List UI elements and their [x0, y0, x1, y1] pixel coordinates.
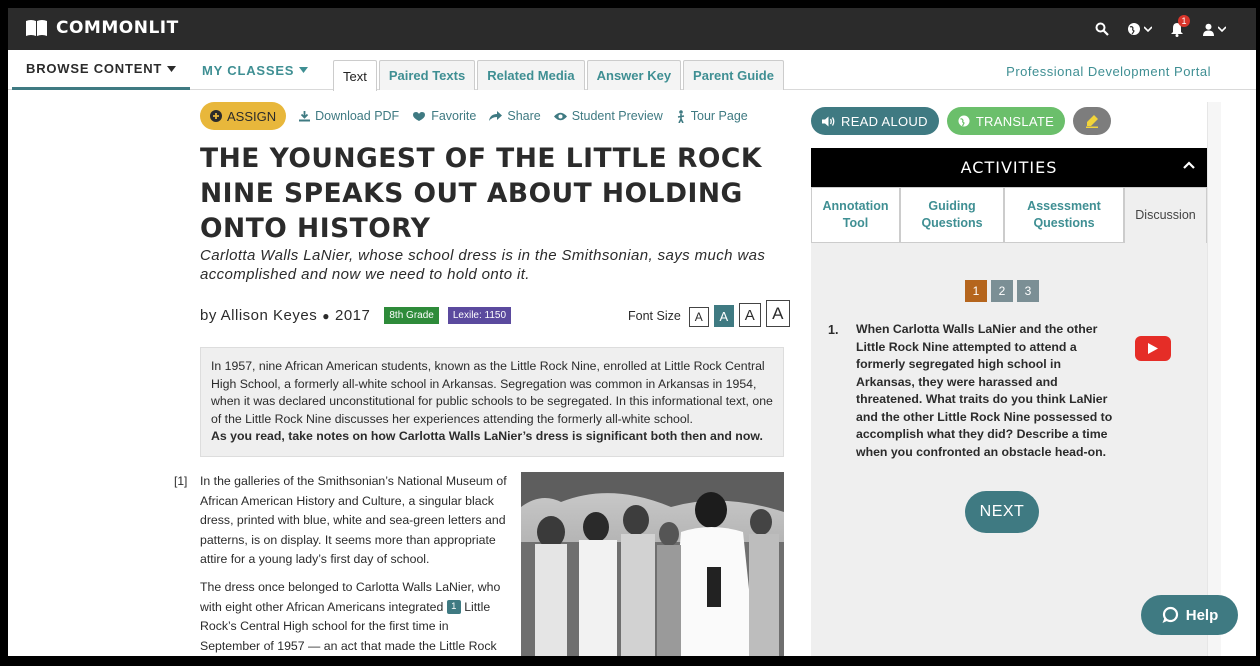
- activity-tabs: [811, 187, 1207, 243]
- my-classes-menu[interactable]: [202, 50, 308, 90]
- favorite-link[interactable]: [412, 109, 476, 123]
- help-button[interactable]: [1141, 595, 1238, 635]
- top-bar: [8, 8, 1256, 50]
- article-subtitle: Carlotta Walls LaNier, whose school dress is in the Smithsonian, says much was accomplished and now we need to hold onto it.: [200, 247, 766, 283]
- lexile-badge: Lexile: 1150: [448, 307, 511, 324]
- translate-button[interactable]: [947, 107, 1065, 135]
- language-button[interactable]: [1127, 22, 1152, 36]
- activities-header[interactable]: [811, 148, 1207, 187]
- share-link[interactable]: [489, 109, 540, 123]
- byline-bullet: ●: [322, 308, 330, 323]
- author: by Allison Keyes: [200, 307, 318, 324]
- logo[interactable]: [25, 18, 179, 38]
- font-size-medium-button[interactable]: A: [714, 305, 734, 327]
- browse-content-label: BROWSE CONTENT: [26, 61, 163, 76]
- grade-badge: 8th Grade: [384, 307, 438, 324]
- text-toolbar: [200, 102, 748, 130]
- publication-year: 2017: [334, 307, 371, 324]
- browse-content-menu[interactable]: [12, 50, 190, 90]
- my-classes-label: MY CLASSES: [202, 62, 295, 78]
- next-button[interactable]: NEXT: [965, 491, 1039, 533]
- page-2-button[interactable]: 2: [991, 280, 1013, 302]
- chevron-up-icon: [1183, 161, 1195, 169]
- tab-assessment-questions[interactable]: Assessment Questions: [1004, 187, 1124, 243]
- tab-guiding-questions[interactable]: Guiding Questions: [900, 187, 1004, 243]
- article-photo: [521, 472, 784, 656]
- panel-scrollbar[interactable]: [1207, 102, 1221, 656]
- student-preview-link[interactable]: [554, 109, 663, 123]
- question-text: When Carlotta Walls LaNier and the other Little Rock Nine attempted to attend a formerly segregated high school in Arkansas, they were harassed and threatened. What traits do you think LaNier and the other Little Rock Nine possessed to accomplish what they did? Describe a time when you confronted an obstacle head-on.: [856, 322, 1113, 459]
- font-size-large-button[interactable]: A: [739, 303, 761, 327]
- download-pdf-label: Download PDF: [315, 109, 400, 123]
- top-icons: [1095, 8, 1226, 50]
- download-icon: [299, 111, 310, 122]
- share-label: Share: [507, 109, 541, 123]
- page-1-button[interactable]: 1: [965, 280, 987, 302]
- paragraph-2: The dress once belonged to Carlotta Walls LaNier, who with eight other African Americans integrated 1 Little Rock’s Central High school for the first time in September of 1957 — an act that made the Little Rock: [200, 579, 501, 653]
- font-size-small-button[interactable]: A: [689, 307, 709, 327]
- tab-paired-texts[interactable]: Paired Texts: [379, 60, 475, 90]
- byline: [200, 307, 511, 324]
- reading-focus: As you read, take notes on how Carlotta Walls LaNier’s dress is significant both then and now.: [211, 429, 763, 443]
- caret-down-icon: [1218, 26, 1226, 32]
- tab-answer-key[interactable]: Answer Key: [587, 60, 681, 90]
- search-icon: [1095, 22, 1109, 36]
- volume-icon: [822, 116, 835, 127]
- video-button[interactable]: [1135, 336, 1171, 361]
- play-icon: [1148, 343, 1158, 354]
- article-title: THE YOUNGEST OF THE LITTLE ROCK NINE SPEAKS OUT ABOUT HOLDING ONTO HISTORY: [200, 143, 762, 244]
- favorite-label: Favorite: [431, 109, 477, 123]
- introduction-box: [200, 347, 784, 457]
- highlighter-button[interactable]: [1073, 107, 1111, 135]
- chat-bubble-icon: [1161, 606, 1179, 624]
- hiker-icon: [676, 110, 686, 123]
- font-size-control: [628, 300, 790, 327]
- notifications-button[interactable]: [1170, 15, 1187, 37]
- assign-label: ASSIGN: [227, 108, 277, 124]
- assign-button[interactable]: [200, 102, 286, 130]
- read-aloud-button[interactable]: [811, 107, 939, 135]
- text-tabs: [333, 60, 784, 91]
- paragraph-number: [1]: [174, 474, 188, 488]
- tab-related-media[interactable]: Related Media: [477, 60, 584, 90]
- plus-circle-icon: [210, 110, 222, 122]
- tab-parent-guide[interactable]: Parent Guide: [683, 60, 784, 90]
- download-pdf-link[interactable]: [299, 109, 399, 123]
- read-aloud-label: READ ALOUD: [841, 113, 928, 129]
- activities-title: ACTIVITIES: [960, 158, 1058, 177]
- user-menu-button[interactable]: [1202, 23, 1226, 36]
- caret-down-icon: [299, 67, 308, 73]
- tab-text[interactable]: Text: [333, 60, 377, 91]
- tour-page-label: Tour Page: [690, 109, 748, 123]
- paragraph-1: In the galleries of the Smithsonian’s National Museum of African American History and Culture, a singular black dress, printed with blue, white and sea-green letters and patterns, is on display. It seems more than appropriate attire for a young lady’s first day of school.: [200, 474, 507, 567]
- question-pager: [965, 280, 1039, 302]
- translate-label: TRANSLATE: [975, 113, 1055, 129]
- article-body: [200, 472, 510, 656]
- page-3-button[interactable]: 3: [1017, 280, 1039, 302]
- pd-portal-link[interactable]: Professional Development Portal: [1006, 64, 1211, 79]
- tour-page-link[interactable]: [676, 109, 748, 123]
- logo-text: COMMONLIT: [56, 18, 179, 38]
- search-button[interactable]: [1095, 22, 1109, 36]
- favorite-icon: [412, 111, 426, 122]
- introduction-text: In 1957, nine African American students, known as the Little Rock Nine, enrolled at Little Rock Central High School, a formerly all-white school in Arkansas. Segregation was common in Arkansas in 1954, when it was declared unconstitutional for public schools to be segregated. In this informational text, one of the Little Rock Nine discusses her experiences attending the formerly all-white school.: [211, 359, 773, 426]
- caret-down-icon: [1144, 26, 1152, 32]
- app-window: [8, 8, 1256, 656]
- notification-badge: 1: [1178, 15, 1190, 27]
- discussion-panel: [811, 243, 1207, 656]
- globe-icon: [958, 115, 970, 127]
- globe-icon: [1127, 22, 1141, 36]
- nav-row: [8, 50, 1256, 90]
- photo-image: [521, 472, 784, 656]
- help-label: Help: [1185, 606, 1219, 624]
- user-icon: [1202, 23, 1215, 36]
- reading-tools: [811, 107, 1111, 135]
- tab-discussion[interactable]: Discussion: [1124, 187, 1207, 243]
- caret-down-icon: [167, 66, 176, 72]
- student-preview-label: Student Preview: [571, 109, 663, 123]
- open-book-icon: [25, 19, 48, 37]
- tab-annotation-tool[interactable]: Annotation Tool: [811, 187, 900, 243]
- footnote-marker[interactable]: 1: [447, 600, 461, 614]
- highlighter-icon: [1085, 114, 1099, 128]
- font-size-xlarge-button[interactable]: A: [766, 300, 790, 327]
- font-size-label: Font Size: [628, 309, 681, 323]
- question-number: 1.: [828, 323, 839, 337]
- share-icon: [489, 111, 502, 122]
- eye-icon: [554, 112, 567, 121]
